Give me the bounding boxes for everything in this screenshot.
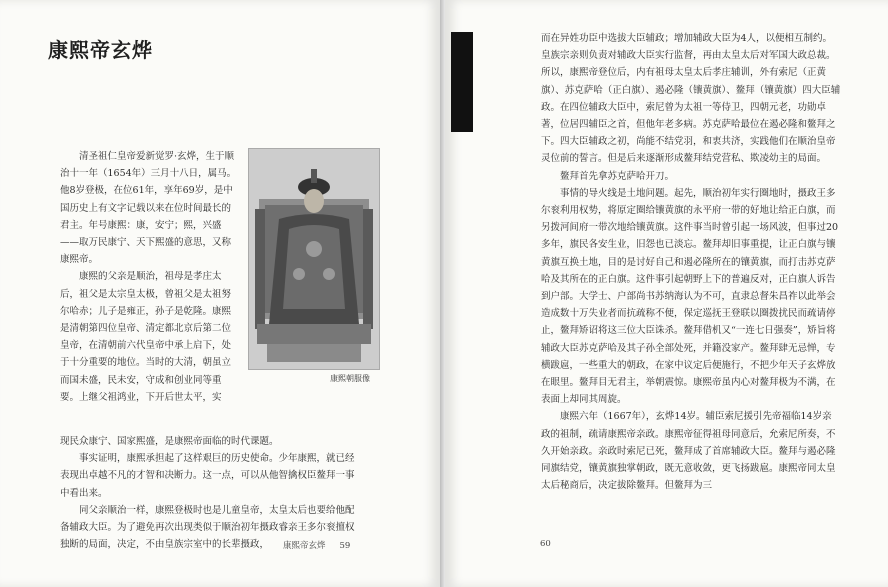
left-page — [0, 0, 440, 587]
emperor-portrait-icon — [249, 149, 379, 369]
paragraph: 同父亲顺治一样，康熙登极时也是儿童皇帝，太皇太后也要给他配备辅政大臣。为了避免再次出现类似于顺治初年摄政睿亲王多尔衮擅权独断的局面，决定，不由皇族宗室中的长辈摄政， — [60, 504, 355, 551]
paragraph: 事实证明，康熙承担起了这样艰巨的历史使命。少年康熙，就已经表现出卓越不凡的才智和决断力。这一点，可以从他智擒权臣鳌拜一事中看出来。 — [60, 453, 355, 499]
paragraph: 鳌拜首先拿苏克萨哈开刀。 — [560, 170, 675, 182]
page-number: 59 — [339, 541, 351, 551]
paragraph: 而在异姓功臣中选拔大臣辅政；增加辅政大臣为4人，以便相互制约。皇族宗亲则负责对辅政大臣实行监督，再由太皇太后对军国大政总裁。所以，康熙帝登位后，内有祖母太皇太后孝庄辅训，外有索尼（正黄旗）、苏克萨哈（正白旗）、遏必隆（镶黄旗）、鳌拜（镶黄旗）四大臣辅政。在四位辅政大臣中，索尼曾为太祖一等侍卫，四朝元老，功勋卓著，位居四辅臣之首，但他年老多病。苏克萨哈最位在遏必隆和鳌拜之下。四大臣辅政之初，尚能不结党羽，和衷共济，实践他们在顺治皇帝灵位前的誓言。但是后来逐渐形成鳌拜结党营私、欺凌幼主的局面。 — [541, 33, 841, 165]
right-page — [445, 0, 888, 587]
running-title: 康熙帝玄烨 — [283, 541, 326, 551]
right-text-column — [541, 30, 841, 494]
portrait-image — [248, 148, 380, 370]
paragraph: 康熙的父亲是顺治，祖母是孝庄太后，祖父是太宗皇太极，曾祖父是太祖努尔哈赤；儿子是雍正，孙子是乾隆。康熙是清朝第四位皇帝、清定都北京后第二位皇帝，在清朝前六代皇帝中承上启下，处于十分重要的地位。当时的大清，朝虽立而国未盛，民未安，守成和创业同等重要。上继父祖鸿业，下开后世太平，实 — [60, 271, 232, 403]
left-page-footer — [283, 539, 350, 551]
paragraph: 事情的导火线是土地问题。起先，顺治初年实行圈地时，摄政王多尔衮利用权势，将原定圈给镶黄旗的永平府一带的好地让给正白旗，而另拨河间府一带次地给镶黄旗。这件事当时曾引起一场风波，但事过20多年，旗民各安生业，旧怨也已淡忘。鳌拜却旧事重提，让正白旗与镶黄旗互换土地，目的是讨好自己和遏必隆所在的镶黄旗，而打击苏克萨哈及其所在的正白旗。这件事引起朝野上下的普遍反对，正白旗人诉告到户部。大学士、户部尚书苏纳海认为不可，直隶总督朱昌祚以此举会造成数十万失业者而抗疏称不便，保定巡抚王登联以圈拨扰民而疏请停止，鳌拜矫诏将这三位大臣诛杀。鳌拜借机又“一连七日强奏”，矫旨将辅政大臣苏克萨哈及其子孙全部处死，并籍没家产。鳌拜肆无忌惮，专横跋扈，一些重大的朝政，在家中议定后便施行，不把少年天子玄烨放在眼里。鳌拜目无君主，举朝震惊。康熙帝虽内心对鳌拜极为不满，在表面上却同其周旋。 — [541, 187, 839, 406]
paragraph: 康熙六年（1667年），玄烨14岁。辅臣索尼援引先帝福临14岁亲政的祖制，疏请康熙帝亲政。康熙帝征得祖母同意后，允索尼所奏，不久开始亲政。亲政时索尼已死，鳌拜成了首席辅政大臣。鳌拜与遏必隆同旗结党，镶黄旗独掌朝政，既无意收敛，更飞扬跋扈。康熙帝同太皇太后秘商后，决定拔除鳌拜。但鳌拜为三 — [541, 411, 836, 492]
right-page-footer — [540, 539, 551, 549]
left-text-column — [60, 148, 240, 406]
page-number: 60 — [540, 539, 551, 549]
left-text-full-width — [60, 433, 360, 553]
image-caption: 康熙朝服像 — [330, 374, 370, 383]
redaction-block — [451, 32, 473, 132]
paragraph: 现民众康宁、国家熙盛，是康熙帝面临的时代课题。 — [60, 436, 279, 447]
chapter-title: 康熙帝玄烨 — [48, 38, 153, 62]
paragraph: 清圣祖仁皇帝爱新觉罗·玄烨，生于顺治十一年（1654年）三月十八日，属马。他8岁登极，在位61年，享年69岁，是中国历史上有文字记载以来在位时间最长的君主。年号康熙：康，安宁；熙，兴盛——取万民康宁、天下熙盛的意思，又称康熙帝。 — [60, 151, 237, 266]
